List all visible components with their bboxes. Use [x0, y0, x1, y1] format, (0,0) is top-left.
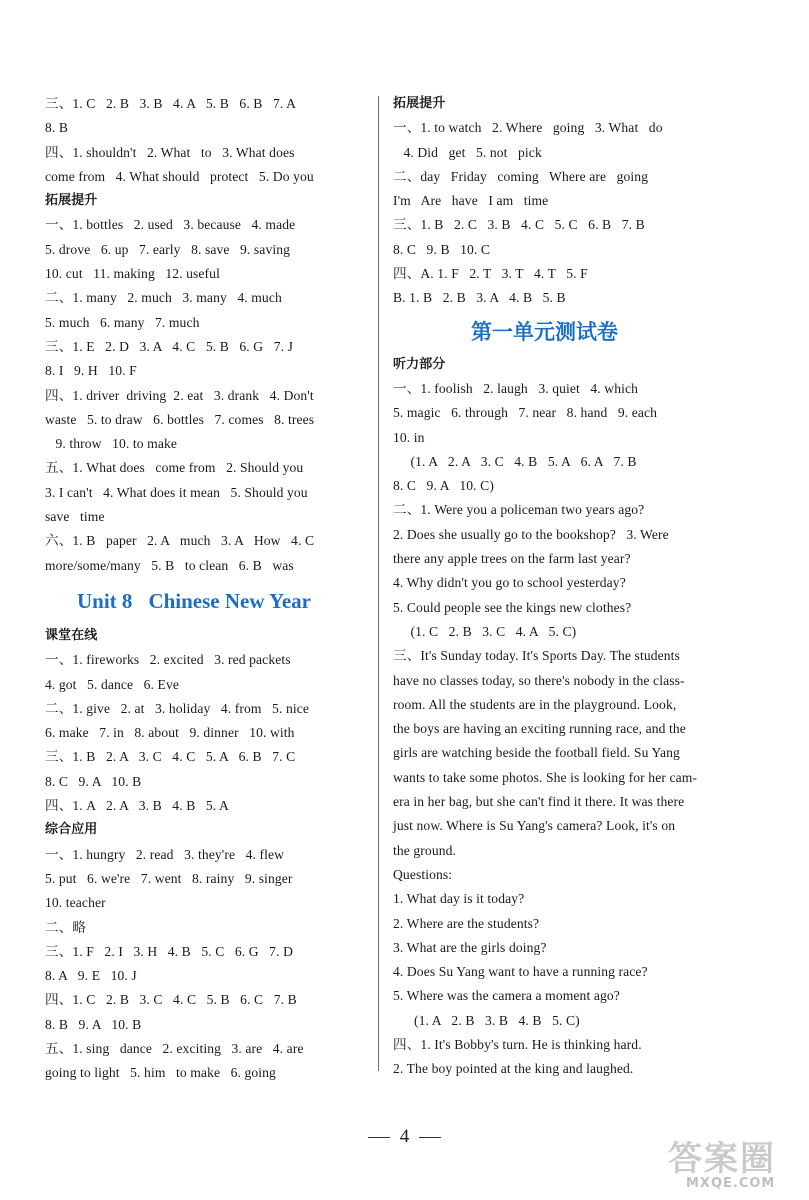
answer-line: 三、1. C 2. B 3. B 4. A 5. B 6. B 7. A	[45, 96, 297, 111]
answer-line: 一、1. to watch 2. Where going 3. What do	[393, 120, 663, 136]
answer-line: 5. much 6. many 7. much	[45, 314, 200, 330]
answer-line: 五、1. sing dance 2. exciting 3. are 4. are	[45, 1040, 304, 1056]
answer-line: 三、1. F 2. I 3. H 4. B 5. C 6. G 7. D	[45, 943, 293, 959]
page-dash	[368, 1137, 390, 1138]
answer-line: 四、A. 1. F 2. T 3. T 4. T 5. F	[393, 266, 588, 282]
answer-line: 6. make 7. in 8. about 9. dinner 10. with	[45, 725, 295, 741]
answer-line: 8. I 9. H 10. F	[45, 363, 137, 379]
watermark-site: MXQE.COM	[686, 1176, 776, 1191]
answer-line: era in her bag, but she can't find it there. It was there	[393, 794, 685, 810]
answer-line: come from 4. What should protect 5. Do you	[45, 168, 314, 184]
answer-line: 四、1. driver driving 2. eat 3. drank 4. Don't	[45, 387, 314, 403]
answer-line: the ground.	[393, 842, 457, 858]
answer-line: 三、1. B 2. A 3. C 4. C 5. A 6. B 7. C	[45, 749, 296, 765]
answer-line: waste 5. to draw 6. bottles 7. comes 8. trees	[45, 411, 315, 427]
answer-line: 一、1. hungry 2. read 3. they're 4. flew	[45, 846, 285, 862]
answer-line: 9. throw 10. to make	[45, 436, 177, 452]
answer-line: 三、1. E 2. D 3. A 4. C 5. B 6. G 7. J	[45, 338, 293, 354]
answer-line: 二、1. give 2. at 3. holiday 4. from 5. nice	[45, 700, 309, 716]
answer-line: 六、1. B paper 2. A much 3. A How 4. C	[45, 533, 315, 549]
answer-line: 二、1. Were you a policeman two years ago?	[393, 502, 645, 518]
answer-line: girls are watching beside the football field. Su Yang	[393, 745, 680, 761]
test-title: 第一单元测试卷	[471, 319, 618, 344]
answer-line: 2. Does she usually go to the bookshop? 3. Were	[393, 526, 669, 542]
answer-line: B. 1. B 2. B 3. A 4. B 5. B	[393, 290, 566, 306]
answer-block	[45, 213, 375, 577]
answer-line: 3. I can't 4. What does it mean 5. Should you	[45, 484, 308, 500]
answer-line: 四、1. It's Bobby's turn. He is thinking hard.	[393, 1036, 642, 1052]
answer-line: just now. Where is Su Yang's camera? Look, it's on	[393, 818, 676, 834]
column-divider	[378, 96, 379, 1071]
answer-line: 8. A 9. E 10. J	[45, 968, 137, 984]
answer-line: going to light 5. him to make 6. going	[45, 1065, 276, 1081]
answer-line: 一、1. foolish 2. laugh 3. quiet 4. which	[393, 380, 639, 396]
answer-line: (1. A 2. B 3. B 4. B 5. C)	[393, 1012, 580, 1028]
answer-block	[45, 92, 375, 189]
answer-line: 5. drove 6. up 7. early 8. save 9. saving	[45, 241, 291, 257]
answer-line: have no classes today, so there's nobody in the class-	[393, 672, 685, 688]
answer-line: 一、1. fireworks 2. excited 3. red packets	[45, 652, 291, 668]
answer-line: 二、略	[45, 919, 87, 935]
answer-block	[393, 377, 733, 1082]
page-number-text: 4	[399, 1126, 410, 1147]
answer-line: 8. B 9. A 10. B	[45, 1016, 142, 1032]
answer-line: 8. C 9. A 10. C)	[393, 478, 494, 494]
unit-title	[45, 578, 375, 624]
answer-line: 5. magic 6. through 7. near 8. hand 9. each	[393, 405, 658, 421]
section-heading: 课堂在线	[45, 627, 98, 643]
answer-line: more/some/many 5. B to clean 6. B was	[45, 557, 294, 573]
section-heading: 拓展提升	[393, 96, 446, 111]
right-column	[393, 92, 733, 1082]
answer-block	[45, 648, 375, 818]
answer-line: 10. teacher	[45, 895, 106, 911]
answer-line: 1. What day is it today?	[393, 891, 525, 907]
answer-line: the boys are having an exciting running race, and the	[393, 721, 686, 737]
answer-line: 10. in	[393, 429, 425, 445]
answer-line: 三、It's Sunday today. It's Sports Day. The students	[393, 648, 680, 664]
answer-line: 10. cut 11. making 12. useful	[45, 266, 220, 282]
answer-line: 4. got 5. dance 6. Eve	[45, 676, 179, 692]
answer-line: 5. Where was the camera a moment ago?	[393, 988, 620, 1004]
answer-line: 8. B	[45, 120, 69, 136]
answer-line: save time	[45, 509, 105, 525]
answer-line: 3. What are the girls doing?	[393, 939, 547, 955]
answer-line: 四、1. A 2. A 3. B 4. B 5. A	[45, 798, 229, 814]
watermark-logo-text: 答案圈	[668, 1139, 776, 1179]
answer-line: 二、day Friday coming Where are going	[393, 168, 649, 184]
answer-line: 二、1. many 2. much 3. many 4. much	[45, 290, 282, 306]
watermark-logo	[668, 1131, 798, 1195]
answer-line: 2. Where are the students?	[393, 915, 540, 931]
answer-line: Questions:	[393, 866, 453, 882]
answer-line: 4. Why didn't you go to school yesterday?	[393, 575, 626, 591]
answer-line: 2. The boy pointed at the king and laughed.	[393, 1061, 634, 1077]
answer-block	[45, 843, 375, 1086]
answer-line: 4. Did get 5. not pick	[393, 144, 542, 160]
unit-number: Unit 8	[77, 588, 133, 613]
answer-line: 8. C 9. A 10. B	[45, 773, 142, 789]
answer-block	[393, 116, 733, 310]
section-heading: 拓展提升	[45, 193, 98, 209]
left-column	[45, 92, 375, 1086]
answer-line: 5. Could people see the kings new clothes?	[393, 599, 632, 615]
answer-line: 四、1. C 2. B 3. C 4. C 5. B 6. C 7. B	[45, 992, 297, 1008]
answer-line: (1. C 2. B 3. C 4. A 5. C)	[393, 623, 577, 639]
answer-line: 8. C 9. B 10. C	[393, 241, 491, 257]
page-dash	[419, 1137, 441, 1138]
answer-line: 4. Does Su Yang want to have a running race?	[393, 964, 648, 980]
answer-line: room. All the students are in the playground. Look,	[393, 696, 677, 712]
section-heading: 听力部分	[393, 356, 446, 372]
answer-line: there any apple trees on the farm last year?	[393, 551, 631, 567]
answer-line: (1. A 2. A 3. C 4. B 5. A 6. A 7. B	[393, 453, 637, 469]
answer-line: wants to take some photos. She is looking for her cam-	[393, 769, 698, 785]
answer-line: 一、1. bottles 2. used 3. because 4. made	[45, 217, 296, 233]
answer-line: 四、1. shouldn't 2. What to 3. What does	[45, 144, 295, 160]
section-heading: 综合应用	[45, 822, 98, 838]
answer-line: 三、1. B 2. C 3. B 4. C 5. C 6. B 7. B	[393, 217, 645, 233]
answer-line: 五、1. What does come from 2. Should you	[45, 460, 304, 476]
answer-line: I'm Are have I am time	[393, 193, 549, 209]
unit-name: Chinese New Year	[148, 588, 311, 613]
answer-line: 5. put 6. we're 7. went 8. rainy 9. singer	[45, 870, 293, 886]
